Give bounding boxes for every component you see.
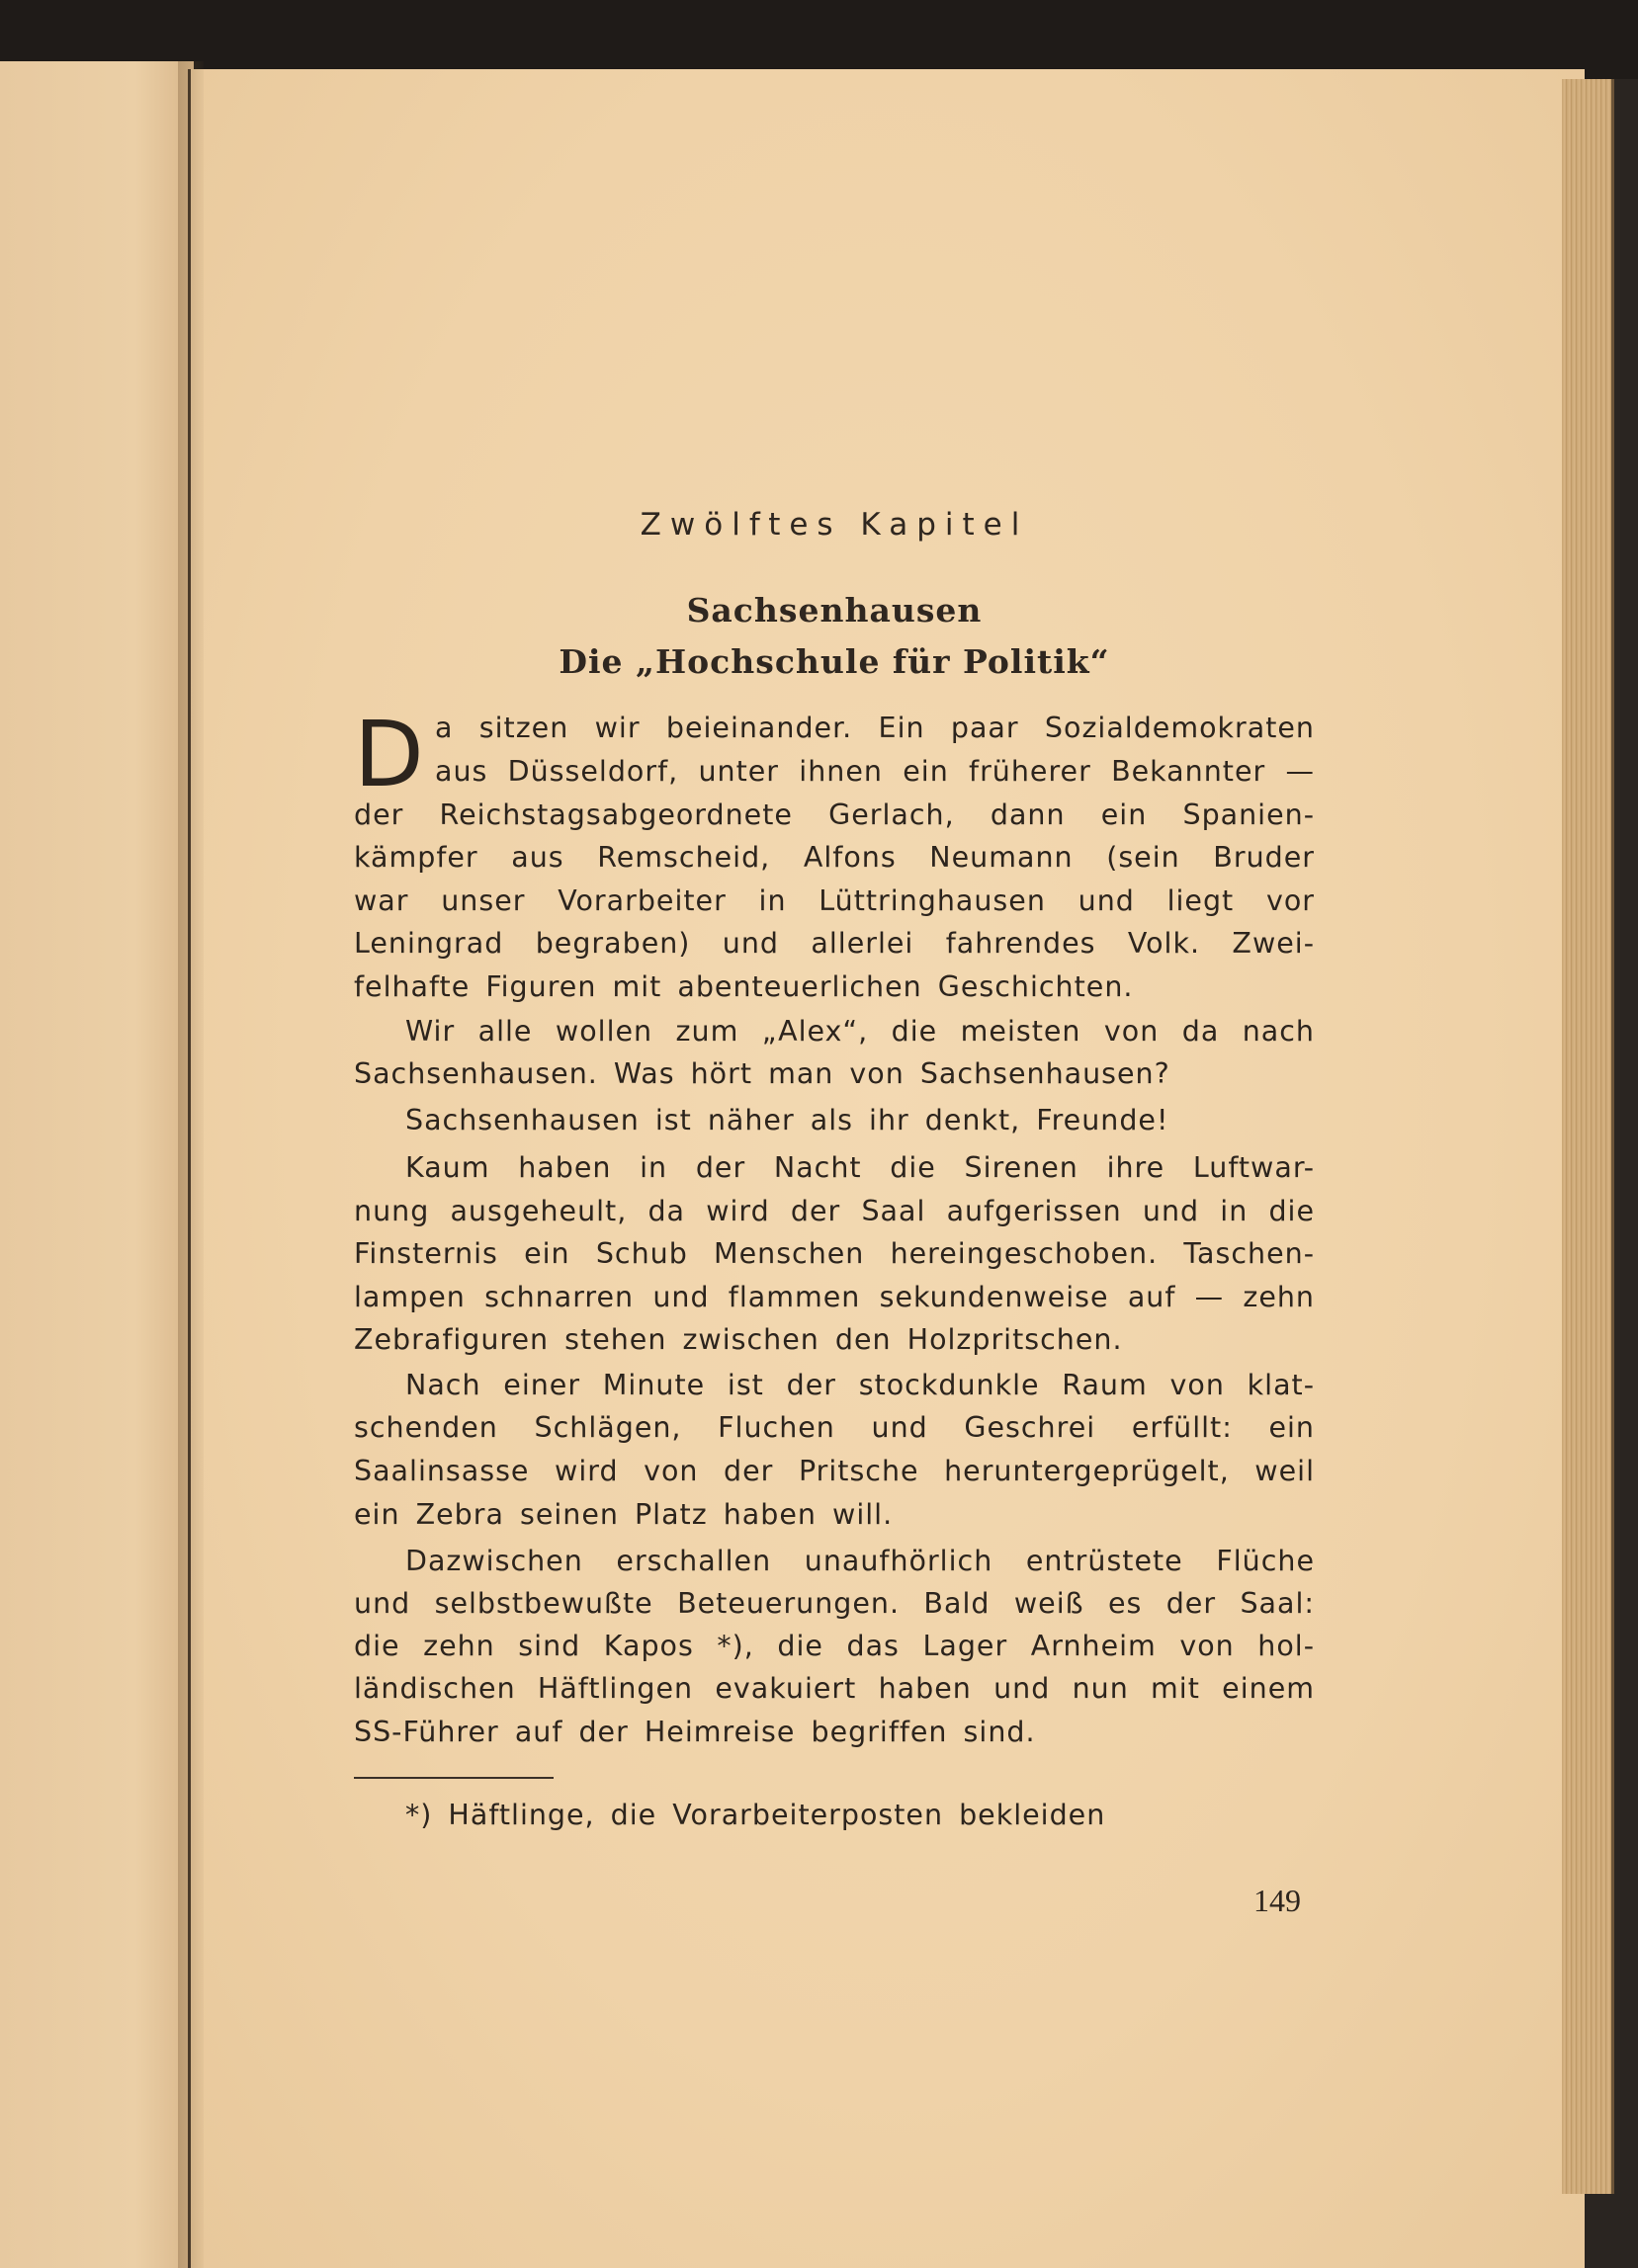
left-page-edge [0,61,194,2268]
text-line: war unser Vorarbeiter in Lüttringhausen und liegt vor [354,884,1315,917]
text-line: Finsternis ein Schub Menschen hereingeschoben. Taschen- [354,1237,1315,1270]
text-line: a sitzen wir beieinander. Ein paar Sozialdemokraten [435,712,1315,744]
text-line: lampen schnarren und flammen sekundenweise auf — zehn [354,1281,1315,1313]
text-line: ländischen Häftlingen evakuiert haben und nun mit einem [354,1672,1315,1705]
chapter-title: Sachsenhausen [686,591,983,630]
text-line: Sachsenhausen ist näher als ihr denkt, Freunde! [405,1104,1169,1136]
text-line: Nach einer Minute ist der stockdunkle Raum von klat- [405,1369,1315,1401]
text-line: SS-Führer auf der Heimreise begriffen sind. [354,1716,1036,1748]
footnote: *) Häftlinge, die Vorarbeiterposten bekleiden [405,1799,1106,1831]
text-line: Zebrafiguren stehen zwischen den Holzpritschen. [354,1323,1123,1356]
text-line: Saalinsasse wird von der Pritsche heruntergeprügelt, weil [354,1455,1315,1487]
text-line: Wir alle wollen zum „Alex“, die meisten von da nach [405,1015,1315,1048]
chapter-heading: Zwölftes Kapitel [640,507,1029,543]
chapter-subtitle: Die „Hochschule für Politik“ [559,642,1110,681]
text-line: und selbstbewußte Beteuerungen. Bald weiß es der Saal: [354,1587,1315,1620]
text-line: felhafte Figuren mit abenteuerlichen Geschichten. [354,970,1134,1003]
text-line: der Reichstagsabgeordnete Gerlach, dann ein Spanien- [354,798,1315,831]
text-line: Dazwischen erschallen unaufhörlich entrüstete Flüche [405,1545,1315,1577]
scan-background [0,0,1638,79]
page-gutter [178,61,204,2268]
drop-cap: D [354,702,424,807]
text-line: Sachsenhausen. Was hört man von Sachsenhausen? [354,1057,1170,1090]
text-line: kämpfer aus Remscheid, Alfons Neumann (sein Bruder [354,841,1315,874]
text-line: Leningrad begraben) und allerlei fahrendes Volk. Zwei- [354,927,1315,960]
text-line: die zehn sind Kapos *), die das Lager Arnheim von hol- [354,1630,1315,1662]
footnote-rule [354,1777,554,1779]
text-line: aus Düsseldorf, unter ihnen ein früherer Bekannter — [435,755,1315,788]
text-line: ein Zebra seinen Platz haben will. [354,1498,894,1531]
text-line: Kaum haben in der Nacht die Sirenen ihre Luftwar- [405,1151,1315,1184]
page-edges [1562,79,1614,2194]
page-number: 149 [1253,1883,1301,1918]
text-line: schenden Schlägen, Fluchen und Geschrei erfüllt: ein [354,1411,1315,1444]
text-line: nung ausgeheult, da wird der Saal aufgerissen und in die [354,1195,1315,1227]
